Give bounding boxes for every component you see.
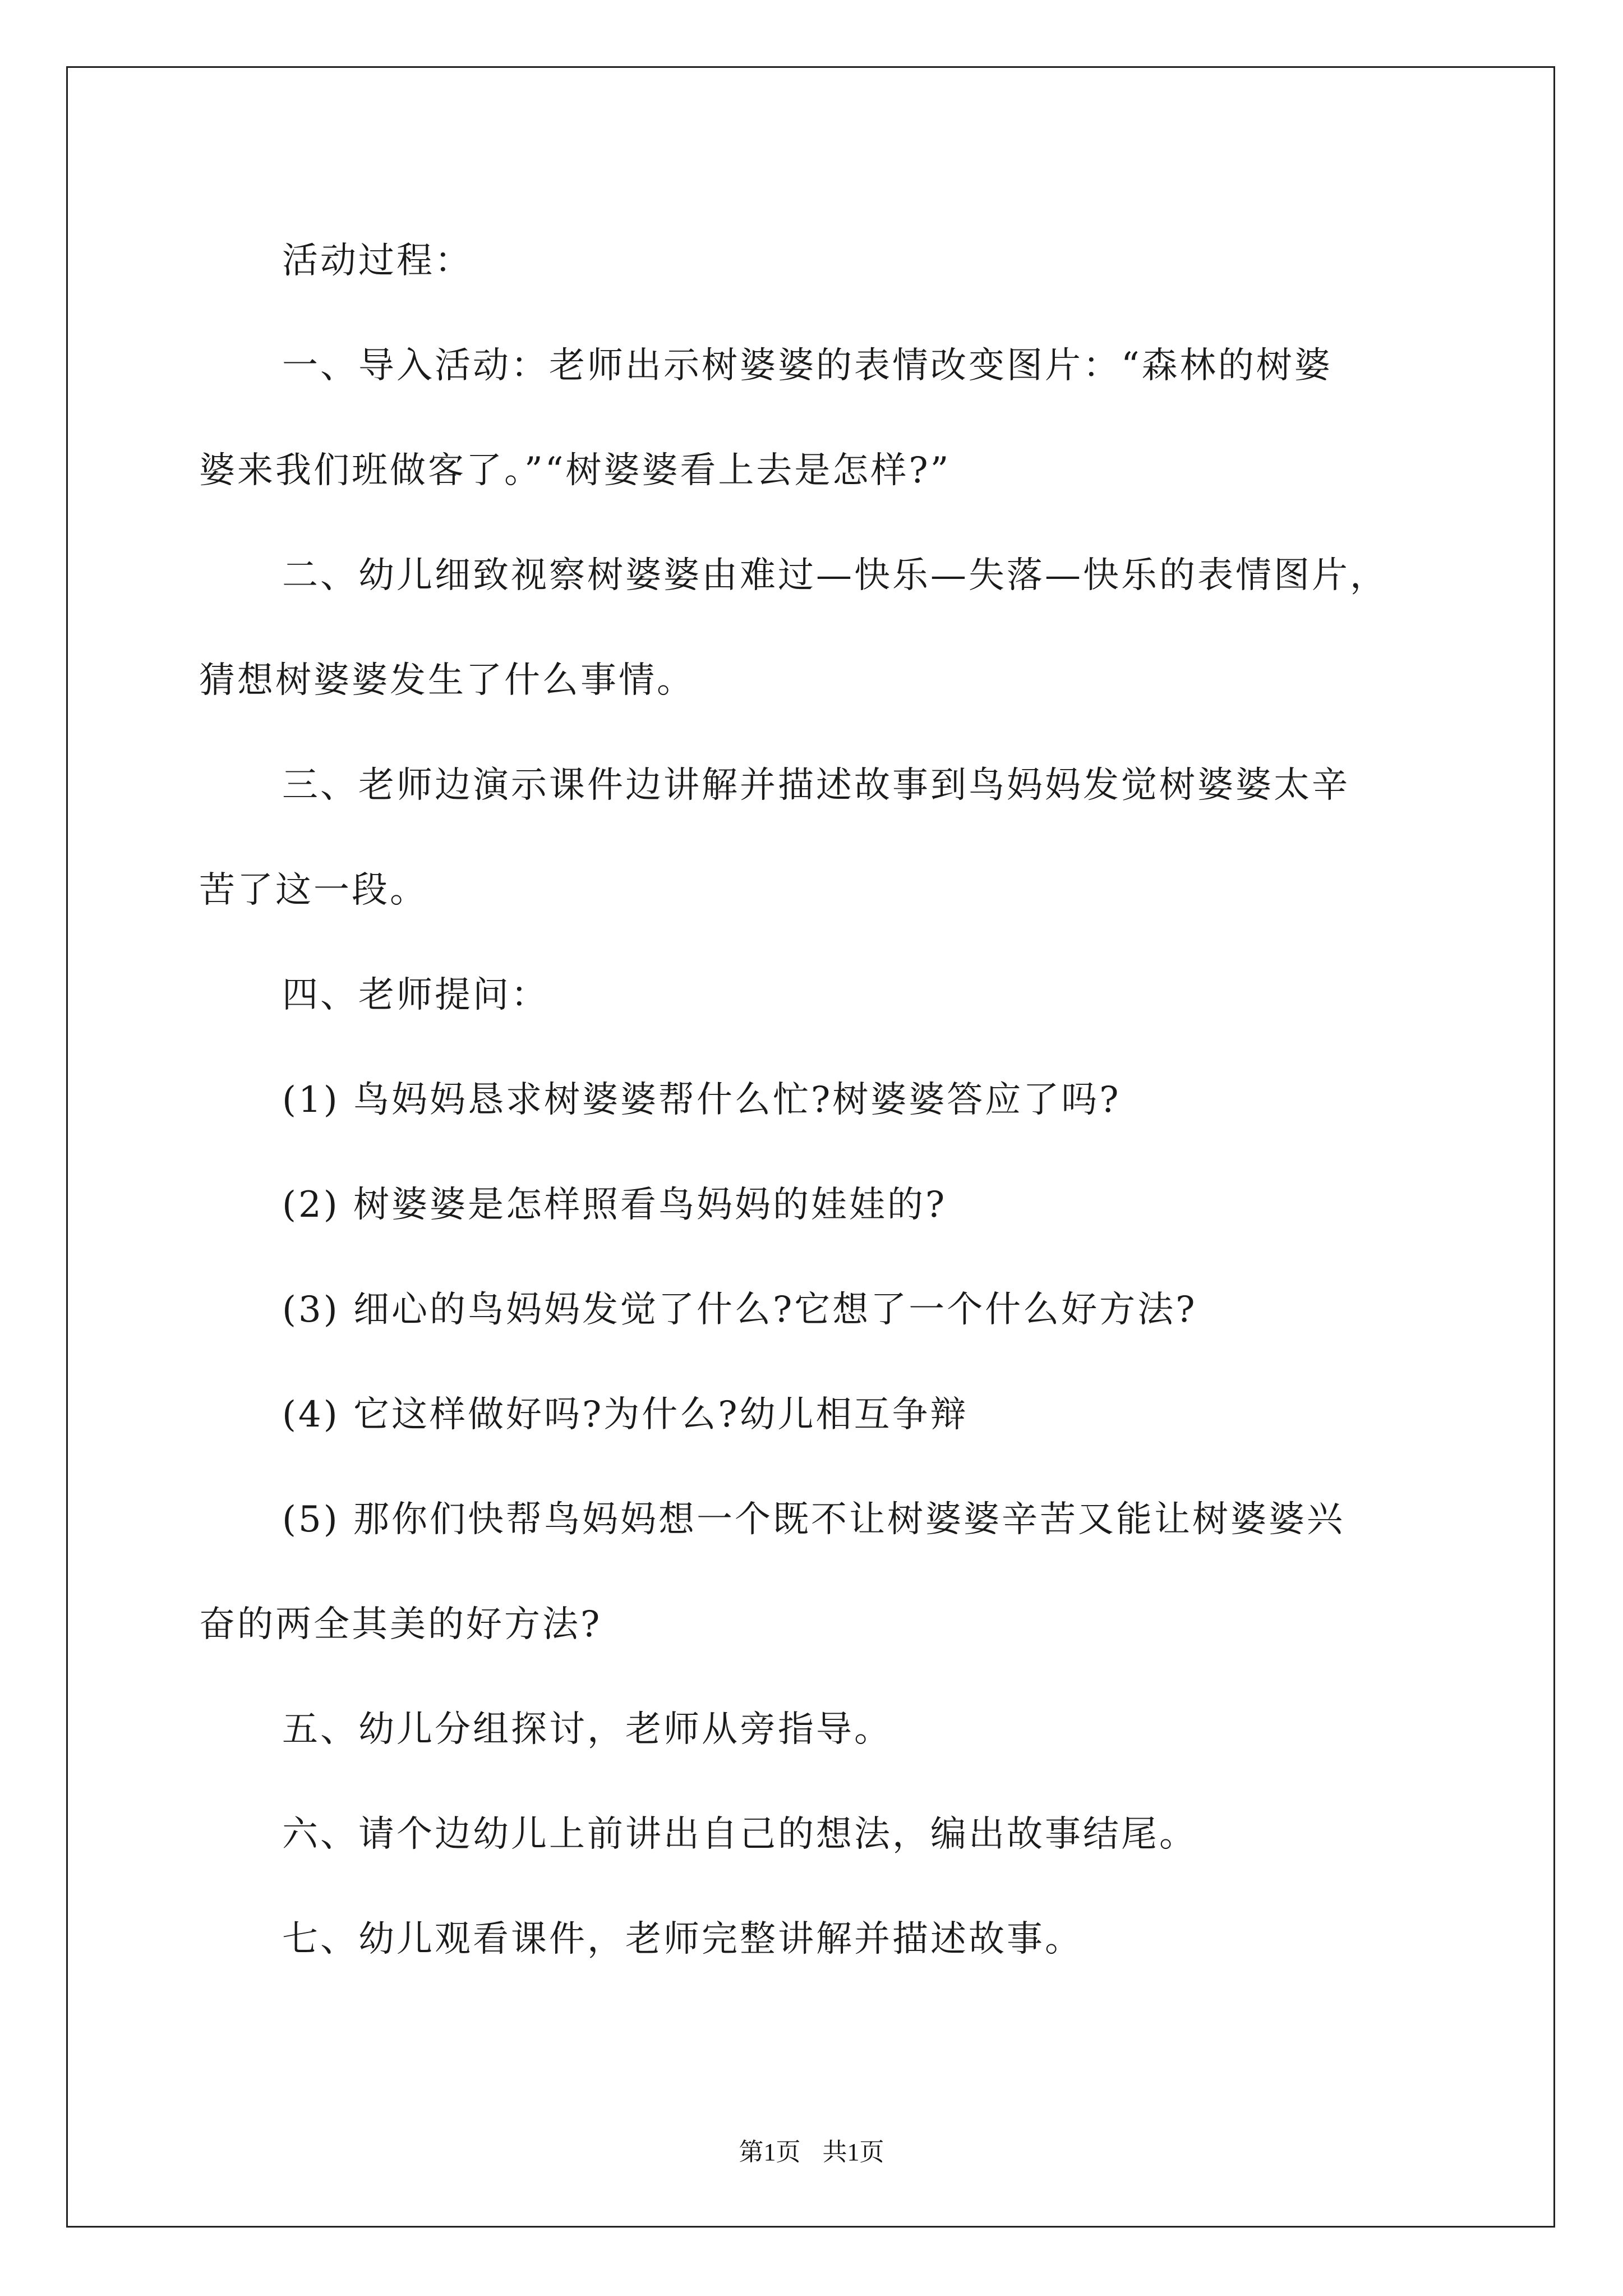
line: 七、幼儿观看课件，老师完整讲解并描述故事。: [282, 1918, 1083, 1960]
line: (4) 它这样做好吗?为什么?幼儿相互争辩: [282, 1394, 969, 1435]
paragraph-activity-process: [199, 209, 1472, 314]
paragraph-step-1-cont: [199, 418, 1472, 523]
paragraph-step-2-cont: [199, 628, 1472, 733]
question-5: [199, 1467, 1472, 1572]
paragraph-step-1: [199, 314, 1472, 418]
paragraph-step-3-cont: [199, 838, 1472, 943]
question-2: [199, 1153, 1472, 1258]
line: 猜想树婆婆发生了什么事情。: [199, 660, 695, 701]
line: 一、导入活动：老师出示树婆婆的表情改变图片：“森林的树婆: [282, 345, 1332, 386]
paragraph-step-3: [199, 733, 1472, 838]
paragraph-step-2: [199, 523, 1472, 628]
page-footer: [0, 2132, 1623, 2168]
question-5-cont: [199, 1572, 1472, 1677]
question-3: [199, 1258, 1472, 1363]
line: 四、老师提问：: [282, 974, 549, 1016]
line: 二、幼儿细致视察树婆婆由难过—快乐—失落—快乐的表情图片，: [282, 555, 1388, 596]
line: 苦了这一段。: [199, 869, 428, 911]
paragraph-step-5: [199, 1677, 1472, 1782]
paragraph-step-6: [199, 1782, 1472, 1887]
line: (1) 鸟妈妈恳求树婆婆帮什么忙?树婆婆答应了吗?: [282, 1079, 1121, 1121]
line: 三、老师边演示课件边讲解并描述故事到鸟妈妈发觉树婆婆太辛: [282, 765, 1350, 806]
page-number: 第1页: [739, 2138, 801, 2166]
line: (5) 那你们快帮鸟妈妈想一个既不让树婆婆辛苦又能让树婆婆兴: [282, 1499, 1345, 1540]
question-1: [199, 1048, 1472, 1153]
line: 活动过程：: [282, 240, 473, 282]
line: (3) 细心的鸟妈妈发觉了什么?它想了一个什么好方法?: [282, 1289, 1197, 1331]
document-body: [199, 209, 1472, 1992]
line: 婆来我们班做客了。”“树婆婆看上去是怎样?”: [199, 450, 951, 491]
paragraph-step-4: [199, 943, 1472, 1048]
line: 奋的两全其美的好方法?: [199, 1604, 602, 1645]
page-total: 共1页: [822, 2138, 884, 2166]
line: (2) 树婆婆是怎样照看鸟妈妈的娃娃的?: [282, 1184, 947, 1226]
line: 六、请个边幼儿上前讲出自己的想法，编出故事结尾。: [282, 1814, 1197, 1855]
line: 五、幼儿分组探讨，老师从旁指导。: [282, 1709, 892, 1750]
paragraph-step-7: [199, 1887, 1472, 1992]
question-4: [199, 1363, 1472, 1467]
